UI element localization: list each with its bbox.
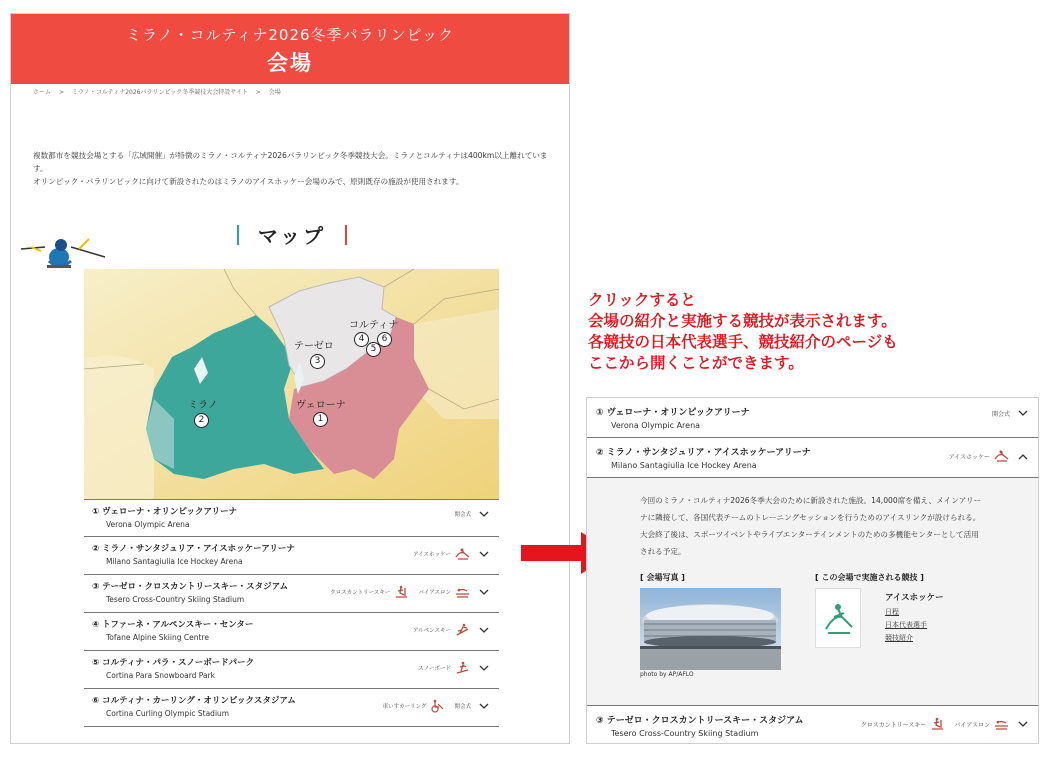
venue-name-ja: ⑥ コルティナ・カーリング・オリンピックスタジアム [92,696,296,706]
venue-row-milano[interactable] [587,438,1038,478]
sit-skier-illustration [19,227,109,273]
photo-credit: photo by AP/AFLO [640,671,694,678]
venue-name-ja: ① ヴェローナ・オリンピックアリーナ [596,408,750,418]
sport-label: 車いすカーリング [382,704,427,710]
map-marker-1[interactable]: 1 [313,412,328,427]
venue-row-curling[interactable] [84,689,499,727]
breadcrumb-special-site[interactable]: ミラノ・コルティナ2026パラリンピック冬季競技大会特設サイト [71,89,248,96]
event-illustration [815,588,861,648]
venue-map [84,269,499,499]
venue-sports [853,717,1028,731]
venue-name-ja: ④ トファーネ・アルペンスキー・センター [92,620,254,630]
callout-text [588,290,988,374]
map-marker-3[interactable]: 3 [310,354,325,369]
map-heading [237,220,347,249]
chevron-down-icon[interactable] [479,511,489,518]
venue-sports [984,409,1028,418]
map-marker-4[interactable]: 4 [354,332,369,347]
heading-bar-left [237,225,239,245]
sport-label: 開会式 [454,704,471,710]
chevron-down-icon[interactable] [479,665,489,672]
venue-name-en: Cortina Para Snowboard Park [106,671,215,680]
venue-row-milano[interactable] [84,537,499,575]
venue-sports [410,661,489,675]
map-label-milano: ミラノ [188,400,218,411]
venue-name-en: Milano Santagiulia Ice Hockey Arena [106,557,243,566]
map-label-verona: ヴェローナ [296,400,346,411]
events-heading: [ この会場で実施される競技 ] [815,573,924,582]
sport-label: アイスホッケー [948,453,990,461]
region-map [84,269,499,499]
venue-row-tesero[interactable] [587,706,1038,744]
venue-name-ja: ② ミラノ・サンタジュリア・アイスホッケーアリーナ [596,448,811,458]
venue-name-en: Verona Olympic Arena [106,520,190,529]
schedule-link[interactable]: 日程 [885,608,899,616]
page-title: 会場 [267,51,313,75]
biathlon-icon [993,717,1010,731]
callout-line-3: 各競技の日本代表選手、競技紹介のページも [588,333,898,351]
sport-label: バイアスロン [954,721,990,729]
breadcrumb-separator: > [58,89,64,96]
sport-intro-link[interactable]: 競技紹介 [885,634,913,642]
venue-name-en: Cortina Curling Olympic Stadium [106,709,230,718]
venue-name-ja: ③ テーゼロ・クロスカントリースキー・スタジアム [92,582,288,592]
cross-country-ski-icon [929,717,946,731]
venue-name-en: Tesero Cross-Country Skiing Stadium [106,595,245,604]
photo-heading: [ 会場写真 ] [640,573,685,582]
japan-team-link[interactable]: 日本代表選手 [885,621,927,629]
chevron-down-icon[interactable] [479,589,489,596]
chevron-down-icon[interactable] [1018,410,1028,417]
alpine-ski-icon [454,623,471,637]
intro-line-1: 複数都市を競技会場とする「広域開催」が特徴のミラノ・コルティナ2026パラリンピック冬季競技大会。ミラノとコルティナは400km以上離れています。 [33,151,548,173]
venue-sports [405,623,489,637]
page-header [11,14,569,84]
venue-name-ja: ③ テーゼロ・クロスカントリースキー・スタジアム [596,716,804,726]
event-name: アイスホッケー [885,593,944,603]
cross-country-ski-icon [393,585,410,599]
venue-page [10,13,570,744]
venue-sports [375,699,489,713]
map-label-tesero: テーゼロ [294,341,334,352]
breadcrumb-current: 会場 [268,89,281,96]
venue-name-ja: ① ヴェローナ・オリンピックアリーナ [92,507,238,517]
venue-name-en: Verona Olympic Arena [611,421,701,430]
venue-list [84,499,499,727]
sport-label: クロスカントリースキー [860,721,927,729]
breadcrumb [33,87,287,96]
chevron-up-icon[interactable] [1018,453,1028,460]
chevron-down-icon[interactable] [479,551,489,558]
sport-label: 開会式 [454,512,471,518]
venue-sports [941,449,1028,463]
breadcrumb-separator: > [255,89,261,96]
venue-sports [405,547,489,561]
map-label-cortina: コルティナ [349,320,399,331]
ice-hockey-icon [454,547,471,561]
venue-sports [322,585,489,599]
venue-description: 今回のミラノ・コルティナ2026冬季大会のために新設された施設。14,000席を備え、メインアリーナに隣接して、各国代表チームのトレーニングセッションを行うためのアイスリンクが設けられる。大会終了後は、スポーツイベントやライブエンターテインメントのための多機能センターとして活用される予定。 [640,496,982,556]
chevron-down-icon[interactable] [479,703,489,710]
venue-row-snowboard[interactable] [84,651,499,689]
map-heading-text: マップ [257,224,327,248]
sport-label: クロスカントリースキー [330,590,391,596]
venue-photo [640,588,781,670]
sport-label: スノーボード [418,666,451,672]
venue-accordion-expanded [586,397,1039,744]
biathlon-icon [454,585,471,599]
intro-text [33,149,553,188]
callout-line-4: ここから開くことができます。 [588,354,804,372]
venue-name-en: Milano Santagiulia Ice Hockey Arena [611,461,757,470]
chevron-down-icon[interactable] [479,627,489,634]
venue-name-en: Tofane Alpine Skiing Centre [106,633,209,642]
venue-name-ja: ② ミラノ・サンタジュリア・アイスホッケーアリーナ [92,544,295,554]
sport-label: 開会式 [991,411,1010,418]
venue-row-verona[interactable] [84,499,499,537]
breadcrumb-home[interactable]: ホーム [33,89,52,96]
callout-line-1: クリックすると [588,291,696,309]
venue-detail-panel [587,478,1038,706]
venue-row-tofane[interactable] [84,613,499,651]
map-marker-6[interactable]: 6 [377,332,392,347]
sport-label: アイスホッケー [413,552,451,558]
map-marker-5[interactable]: 5 [366,342,381,357]
sport-label: アルペンスキー [412,628,451,634]
ice-hockey-icon [816,589,860,647]
callout-line-2: 会場の紹介と実施する競技が表示されます。 [588,312,897,330]
snowboard-icon [454,661,471,675]
venue-sports [446,510,489,518]
venue-name-en: Tesero Cross-Country Skiing Stadium [611,729,759,738]
ice-hockey-icon [993,449,1010,463]
map-marker-2[interactable]: 2 [194,413,209,428]
venue-row-tesero[interactable] [84,575,499,613]
sport-label: バイアスロン [418,590,451,596]
wheelchair-curling-icon [429,699,446,713]
venue-name-ja: ⑤ コルティナ・パラ・スノーボードパーク [92,658,255,668]
heading-bar-right [345,225,347,245]
chevron-down-icon[interactable] [1018,721,1028,728]
page-subtitle: ミラノ・コルティナ2026冬季パラリンピック [126,26,454,44]
intro-line-2: オリンピック・パラリンピックに向けて新設されたのはミラノのアイスホッケー会場のみで、原則既存の施設が使用されます。 [33,177,464,186]
venue-row-verona[interactable] [587,398,1038,438]
